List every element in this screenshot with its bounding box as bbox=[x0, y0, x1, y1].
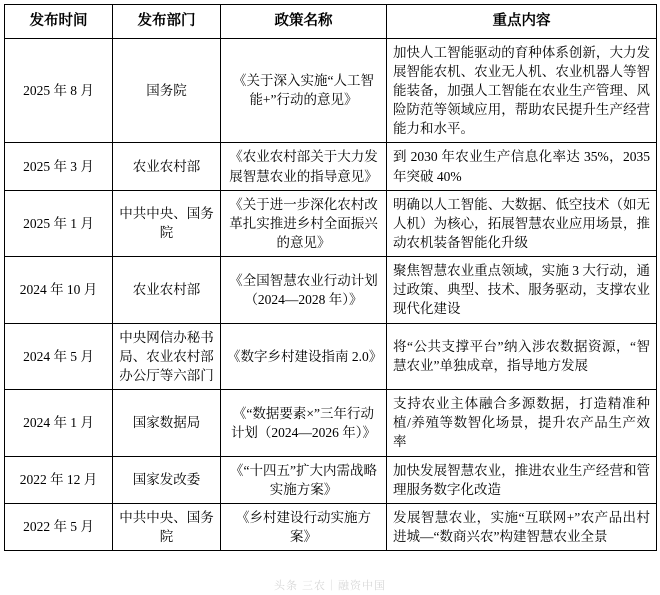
column-header-department: 发布部门 bbox=[113, 5, 221, 39]
cell-key-content: 加快人工智能驱动的育种体系创新，大力发展智能农机、农业无人机、农业机器人等智能装备，加强人工智能在农业生产管理、风险防范等领域应用，帮助农民提升生产经营能力和水平。 bbox=[387, 38, 657, 143]
cell-policy-name: 《全国智慧农业行动计划（2024—2028 年）》 bbox=[221, 257, 387, 323]
cell-policy-name: 《“数据要素×”三年行动计划（2024—2026 年）》 bbox=[221, 390, 387, 456]
table-row bbox=[5, 190, 657, 256]
table-row bbox=[5, 38, 657, 143]
table-header-row bbox=[5, 5, 657, 39]
cell-key-content: 支持农业主体融合多源数据，打造精准种植/养殖等数智化场景，提升农产品生产效率 bbox=[387, 390, 657, 456]
column-header-date: 发布时间 bbox=[5, 5, 113, 39]
column-header-key-content: 重点内容 bbox=[387, 5, 657, 39]
cell-policy-name: 《数字乡村建设指南 2.0》 bbox=[221, 323, 387, 389]
cell-key-content: 到 2030 年农业生产信息化率达 35%，2035 年突破 40% bbox=[387, 143, 657, 190]
cell-department: 中共中央、国务院 bbox=[113, 503, 221, 550]
table-row bbox=[5, 323, 657, 389]
table-row bbox=[5, 143, 657, 190]
cell-policy-name: 《农业农村部关于大力发展智慧农业的指导意见》 bbox=[221, 143, 387, 190]
cell-key-content: 发展智慧农业，实施“互联网+”农产品出村进城—“数商兴农”构建智慧农业全景 bbox=[387, 503, 657, 550]
cell-policy-name: 《关于深入实施“人工智能+”行动的意见》 bbox=[221, 38, 387, 143]
cell-department: 农业农村部 bbox=[113, 143, 221, 190]
cell-department: 中央网信办秘书局、农业农村部办公厅等六部门 bbox=[113, 323, 221, 389]
cell-department: 国务院 bbox=[113, 38, 221, 143]
cell-date: 2024 年 5 月 bbox=[5, 323, 113, 389]
cell-date: 2024 年 1 月 bbox=[5, 390, 113, 456]
cell-department: 国家数据局 bbox=[113, 390, 221, 456]
watermark: 头条 三农｜融资中国 bbox=[273, 580, 387, 592]
cell-date: 2024 年 10 月 bbox=[5, 257, 113, 323]
cell-policy-name: 《乡村建设行动实施方案》 bbox=[221, 503, 387, 550]
cell-date: 2025 年 3 月 bbox=[5, 143, 113, 190]
cell-key-content: 聚焦智慧农业重点领域，实施 3 大行动，通过政策、典型、技术、服务驱动，支撑农业现代化建设 bbox=[387, 257, 657, 323]
table-row bbox=[5, 456, 657, 503]
cell-date: 2022 年 5 月 bbox=[5, 503, 113, 550]
cell-date: 2022 年 12 月 bbox=[5, 456, 113, 503]
cell-department: 国家发改委 bbox=[113, 456, 221, 503]
cell-key-content: 加快发展智慧农业，推进农业生产经营和管理服务数字化改造 bbox=[387, 456, 657, 503]
cell-date: 2025 年 1 月 bbox=[5, 190, 113, 256]
cell-department: 农业农村部 bbox=[113, 257, 221, 323]
cell-policy-name: 《“十四五”扩大内需战略实施方案》 bbox=[221, 456, 387, 503]
cell-key-content: 明确以人工智能、大数据、低空技术（如无人机）为核心，拓展智慧农业应用场景，推动农机装备智能化升级 bbox=[387, 190, 657, 256]
policy-table bbox=[4, 4, 657, 551]
cell-date: 2025 年 8 月 bbox=[5, 38, 113, 143]
table-row bbox=[5, 503, 657, 550]
table-row bbox=[5, 257, 657, 323]
cell-key-content: 将“公共支撑平台”纳入涉农数据资源，“智慧农业”单独成章，指导地方发展 bbox=[387, 323, 657, 389]
column-header-policy-name: 政策名称 bbox=[221, 5, 387, 39]
table-row bbox=[5, 390, 657, 456]
cell-policy-name: 《关于进一步深化农村改革扎实推进乡村全面振兴的意见》 bbox=[221, 190, 387, 256]
cell-department: 中共中央、国务院 bbox=[113, 190, 221, 256]
